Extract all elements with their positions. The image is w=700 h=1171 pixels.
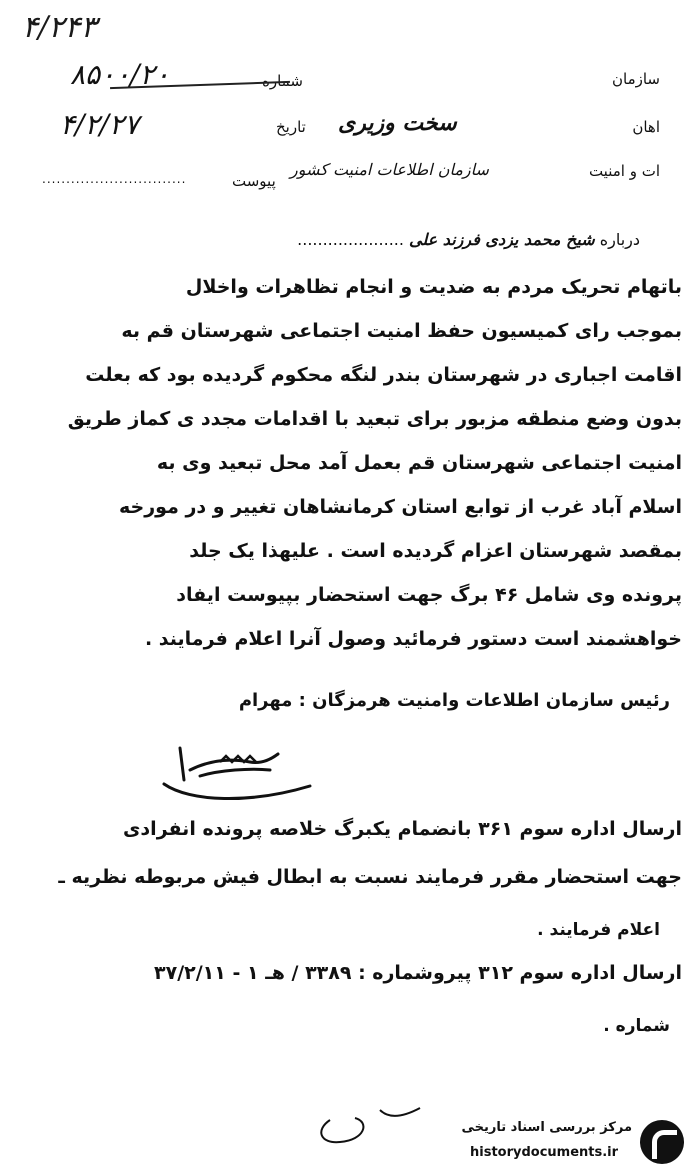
body-line-6: اسلام آباد غرب از توابع استان کرمانشاهان تغییر و در مورخه	[119, 496, 682, 518]
body-line-4: بدون وضع منطقه مزبور برای تبعید با اقدامات مجدد ی کماز طریق	[67, 408, 682, 430]
header-org-fragment: سازمان	[611, 70, 660, 88]
header-number-value: ۸۵۰۰/۲۰	[70, 58, 170, 91]
subject-line	[297, 230, 640, 249]
header-subject-fragment: ات و امنیت	[588, 162, 660, 180]
watermark-url[interactable]: historydocuments.ir	[470, 1145, 619, 1160]
header-date-value: ۴/۲/۲۷	[60, 108, 140, 141]
archive-number: ۴/۲۴۳	[22, 10, 97, 45]
body-line-5: امنیت اجتماعی شهرستان قم بعمل آمد محل تبعید وی به	[156, 452, 682, 474]
body-line-7: بمقصد شهرستان اعزام گردیده است . علیهذا یک جلد	[189, 540, 682, 562]
handwritten-signature	[160, 740, 320, 810]
body-line-2: بموجب رای کمیسیون حفظ امنیت اجتماعی شهرستان قم به	[121, 320, 682, 342]
body-line-3: اقامت اجباری در شهرستان بندر لنگه محکوم گردیده بود که بعلت	[85, 364, 682, 386]
header-to-fragment: اهان	[632, 118, 660, 136]
routing-line-3: اعلام فرمایند .	[537, 920, 660, 940]
reference-tail: شماره .	[603, 1016, 670, 1036]
watermark-name: مرکز بررسی اسناد تاریخی	[461, 1120, 632, 1135]
header-number-label: شماره	[262, 72, 303, 90]
subject-dots: .....................	[297, 230, 404, 249]
header-to	[612, 70, 660, 88]
header-date-label: تاریخ	[276, 118, 306, 136]
body-line-9: خواهشمند است دستور فرمائید وصول آنرا اعلام فرمایند .	[144, 628, 682, 650]
body-line-1: باتهام تحریک مردم به ضدیت و انجام تظاهرات واخلال	[185, 276, 682, 298]
routing-line-1: ارسال اداره سوم ۳۶۱ بانضمام یکبرگ خلاصه پرونده انفرادی	[123, 818, 682, 840]
routing-line-2: جهت استحضار مقرر فرمایند نسبت به ابطال فیش مربوطه نظریه ـ	[58, 866, 682, 888]
org-stamp-handwritten: سازمان اطلاعات امنیت کشور	[290, 160, 489, 179]
subject-label: درباره	[599, 230, 640, 249]
subject-value: شیخ محمد یزدی فرزند علی	[409, 230, 595, 249]
header-attachment-dots: ..............................	[42, 172, 187, 186]
classification-handwritten: سخت وزیری	[338, 110, 457, 136]
reference-line: ارسال اداره سوم ۳۱۲ پیروشماره : ۳۳۸۹ / هـ ۱ - ۳۷/۲/۱۱	[154, 962, 682, 984]
signature-line: رئیس سازمان اطلاعات وامنیت هرمزگان : مهرام	[238, 690, 670, 711]
bottom-scribble	[310, 1100, 430, 1150]
header-attachment-label: پیوست	[232, 172, 276, 190]
body-line-8: پرونده وی شامل ۴۶ برگ جهت استحضار بپیوست ایفاد	[176, 584, 682, 606]
watermark-logo-icon	[640, 1120, 684, 1164]
